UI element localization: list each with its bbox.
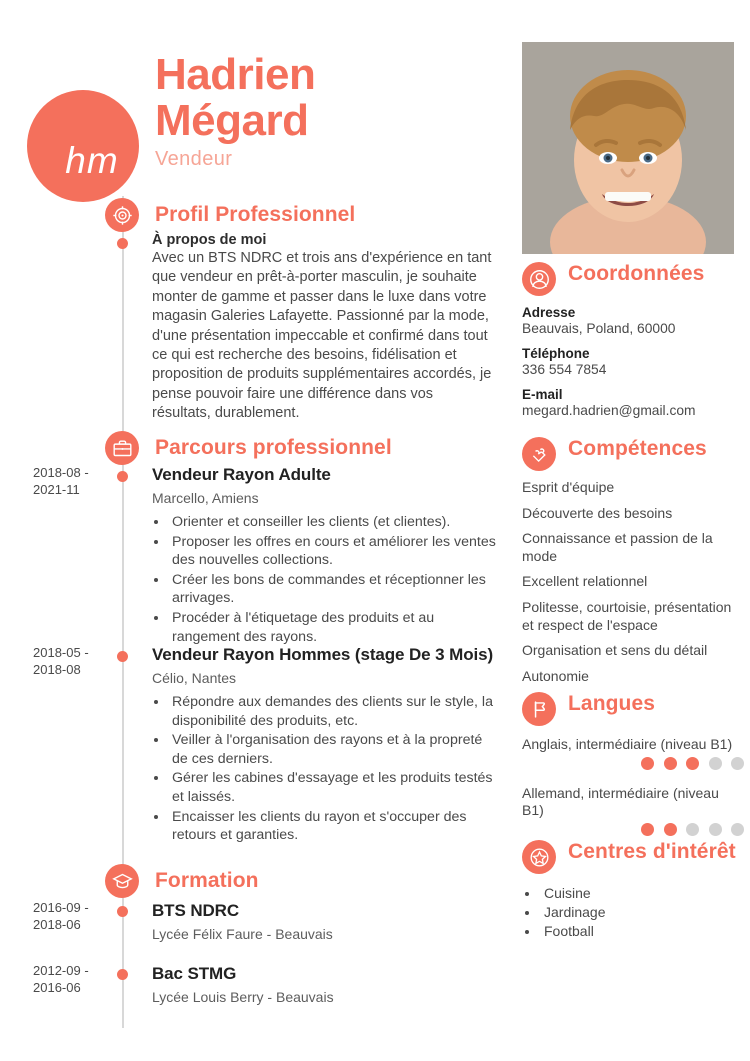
skill-item: Organisation et sens du détail — [522, 642, 708, 659]
skill-item: Autonomie — [522, 667, 589, 684]
language-name: Anglais, intermédiaire (niveau B1) — [522, 736, 733, 752]
contact-label: Adresse — [522, 305, 576, 320]
language-name: Allemand, intermédiaire (niveau B1) — [522, 784, 719, 819]
level-dot — [709, 757, 722, 770]
contact-value[interactable]: megard.hadrien@gmail.com — [522, 403, 696, 418]
list-item: • Répondre aux demandes des clients sur le style, la disponibilité des produits, etc. — [169, 693, 497, 730]
handshake-icon — [522, 437, 556, 471]
section-interests — [522, 840, 744, 941]
skill-item: Politesse, courtoisie, présentation et respect de l'espace — [522, 598, 732, 633]
profile-text: Avec un BTS NDRC et trois ans d'expérience en tant que vendeur en prêt-à-porter masculin, je souhaite monter de gamme et passer dans le luxe dans votre magasin Galeries Lafayette. Passionné par la mode, d'une présentation impeccable et confirmé dans tout ce qui est recherche des besoins, fidélisation et proposition de produits supplémentaires accordés, je pense pouvoir faire une différence dans vos résultats, durablement. — [152, 250, 492, 422]
monogram-text: hm — [65, 140, 119, 181]
section-title-experience: Parcours professionnel — [155, 436, 392, 459]
right-column — [512, 0, 750, 1061]
entry-date: 2018-05 - 2018-08 — [33, 645, 89, 677]
contact-item — [522, 387, 744, 419]
list-item: • Cuisine — [540, 884, 744, 903]
entry-org: Marcello, Amiens — [152, 490, 259, 506]
entry-org: Célio, Nantes — [152, 670, 237, 686]
flag-icon — [522, 692, 556, 726]
entry-title: BTS NDRC — [152, 901, 240, 920]
contact-label: Téléphone — [522, 346, 590, 361]
entry-org: Lycée Louis Berry - Beauvais — [152, 989, 334, 1005]
interests-list — [540, 884, 744, 941]
entry-body — [152, 900, 497, 942]
section-skills-header — [522, 437, 744, 471]
star-badge-icon — [522, 840, 556, 874]
language-level-dots — [522, 823, 744, 841]
section-languages — [522, 692, 744, 841]
avatar — [522, 42, 734, 254]
section-education-header — [105, 864, 259, 898]
list-item: • Proposer les offres en cours et améliorer les ventes des nouvelles collections. — [169, 533, 497, 570]
entry-org: Lycée Félix Faure - Beauvais — [152, 926, 333, 942]
list-item: • Veiller à l'organisation des rayons et à la propreté de ces derniers. — [169, 731, 497, 768]
target-icon — [105, 198, 139, 232]
section-contact-header — [522, 262, 744, 296]
section-contact — [522, 262, 744, 419]
first-name: Hadrien — [155, 50, 316, 99]
briefcase-icon — [105, 431, 139, 465]
contact-item — [522, 346, 744, 378]
section-profile-header — [105, 198, 355, 232]
level-dot — [641, 823, 654, 836]
resume-header — [0, 40, 512, 190]
entry-bullet-list — [169, 513, 497, 646]
timeline-rail — [122, 196, 124, 1028]
contact-label: E-mail — [522, 387, 563, 402]
level-dot — [731, 757, 744, 770]
level-dot — [686, 757, 699, 770]
contact-value[interactable]: 336 554 7854 — [522, 362, 607, 377]
level-dot — [709, 823, 722, 836]
entry-body — [152, 644, 497, 846]
entry-date: 2016-09 - 2018-06 — [33, 900, 89, 932]
language-level-dots — [522, 757, 744, 775]
section-skills — [522, 437, 744, 685]
level-dot — [664, 757, 677, 770]
skill-item: Découverte des besoins — [522, 504, 673, 521]
list-item: • Créer les bons de commandes et réceptionner les arrivages. — [169, 571, 497, 608]
list-item: • Jardinage — [540, 903, 744, 922]
list-item: • Gérer les cabines d'essayage et les produits testés et laissés. — [169, 769, 497, 806]
entry-title: Vendeur Rayon Adulte — [152, 465, 331, 484]
profile-body — [152, 232, 492, 424]
job-role: Vendeur — [155, 148, 233, 170]
graduation-cap-icon — [105, 864, 139, 898]
section-title-education: Formation — [155, 869, 259, 892]
skill-item: Esprit d'équipe — [522, 479, 615, 495]
person-icon — [522, 262, 556, 296]
name-block — [155, 52, 495, 171]
language-item — [522, 785, 744, 841]
skill-item: Connaissance et passion de la mode — [522, 530, 713, 564]
entry-title: Vendeur Rayon Hommes (stage De 3 Mois) — [152, 645, 494, 664]
contact-value[interactable]: Beauvais, Poland, 60000 — [522, 321, 676, 336]
profile-label: À propos de moi — [152, 232, 267, 248]
contact-item — [522, 305, 744, 337]
entry-body — [152, 963, 497, 1005]
list-item: • Procéder à l'étiquetage des produits et au rangement des rayons. — [169, 609, 497, 646]
level-dot — [664, 823, 677, 836]
entry-body — [152, 464, 497, 647]
entry-date: 2018-08 - 2021-11 — [33, 465, 89, 497]
timeline-dot-profile — [117, 238, 128, 249]
level-dot — [641, 757, 654, 770]
entry-title: Bac STMG — [152, 964, 237, 983]
section-languages-header — [522, 692, 744, 726]
section-title-contact: Coordonnées — [568, 262, 705, 285]
section-title-interests: Centres d'intérêt — [568, 840, 736, 863]
section-interests-header — [522, 840, 744, 874]
entry-date: 2012-09 - 2016-06 — [33, 963, 89, 995]
section-title-languages: Langues — [568, 692, 656, 715]
level-dot — [731, 823, 744, 836]
list-item: • Orienter et conseiller les clients (et clientes). — [169, 513, 497, 532]
last-name: Mégard — [155, 96, 309, 145]
skill-item: Excellent relationnel — [522, 573, 648, 590]
list-item: • Football — [540, 922, 744, 941]
level-dot — [686, 823, 699, 836]
list-item: • Encaisser les clients du rayon et s'occuper des retours et garanties. — [169, 808, 497, 845]
section-title-profile: Profil Professionnel — [155, 203, 356, 226]
section-title-skills: Compétences — [568, 437, 707, 460]
monogram-circle — [27, 90, 139, 202]
entry-bullet-list — [169, 693, 497, 845]
section-experience-header — [105, 431, 392, 465]
language-item — [522, 736, 744, 775]
